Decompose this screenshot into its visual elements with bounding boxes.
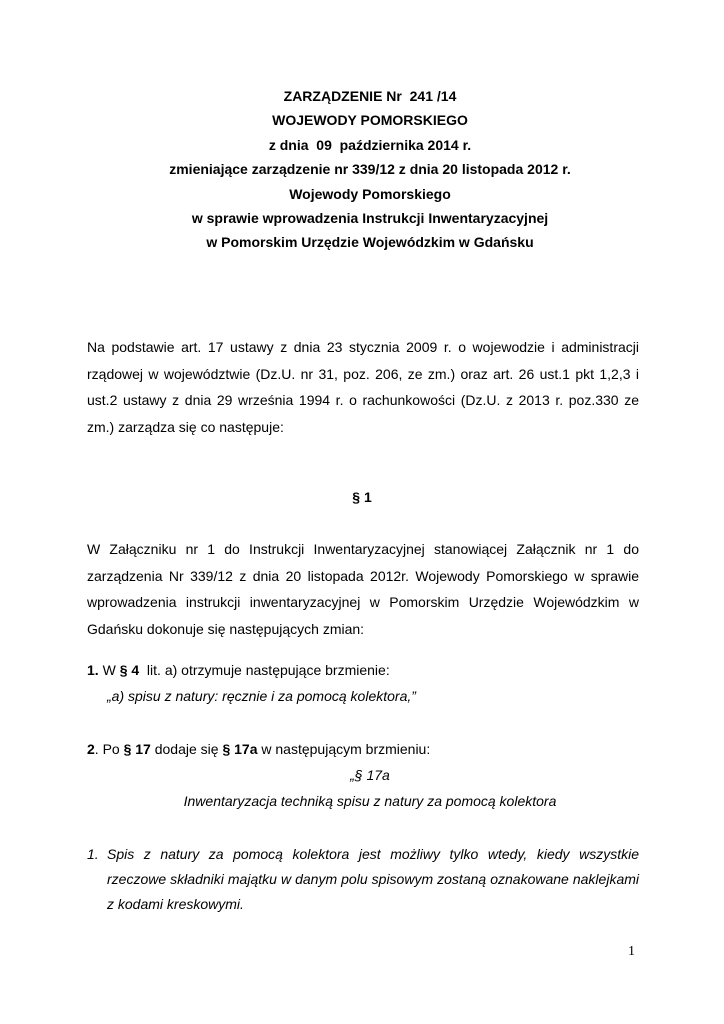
section-title: § 1: [352, 489, 372, 505]
amended-issuer: Wojewody Pomorskiego: [289, 185, 451, 202]
point-1-number: 1.: [87, 846, 99, 862]
point-1: [87, 842, 639, 917]
ordinance-date: z dnia 09 października 2014 r.: [268, 136, 472, 153]
subject-line-2: w Pomorskim Urzędzie Wojewódzkim w Gdańsku: [206, 234, 534, 251]
amendment-subject: zmieniające zarządzenie nr 339/12 z dnia 20 listopada 2012 r.: [169, 161, 571, 178]
change-1-number: 1.: [87, 662, 99, 678]
ordinance-number: ZARZĄDZENIE Nr 241 /14: [283, 88, 457, 104]
new-section-title: Inwentaryzacja techniką spisu z natury za pomocą kolektora: [183, 793, 557, 809]
document-header: [80, 84, 660, 255]
preamble-paragraph: Na podstawie art. 17 ustawy z dnia 23 stycznia 2009 r. o wojewodzie i administracji rządowej w województwie (Dz.U. nr 31, poz. 206, ze zm.) oraz art. 26 ust.1 pkt 1,2,3 i ust.2 ustawy z dnia 29 września 1994 r. o rachunkowości (Dz.U. z 2013 r. poz.330 ze zm.) zarządza się co następuje:: [87, 339, 639, 435]
change-2-number: 2: [87, 741, 95, 757]
change-2-ref-1: § 17: [123, 741, 151, 757]
section-intro-paragraph: W Załączniku nr 1 do Instrukcji Inwentaryzacyjnej stanowiącej Załącznik nr 1 do zarządzenia Nr 339/12 z dnia 20 listopada 2012r. Wojewody Pomorskiego w sprawie wprowadzenia instrukcji inwentaryzacyjnej w Pomorskim Urzędzie Wojewódzkim w Gdańsku dokonuje się następujących zmian:: [87, 541, 639, 637]
change-1: 1. W § 4 lit. a) otrzymuje następujące brzmienie:: [87, 662, 390, 678]
change-1-quote: „a) spisu z natury: ręcznie i za pomocą kolektora,”: [107, 688, 416, 704]
change-2-ref-2: § 17a: [222, 741, 258, 757]
page-number: 1: [628, 944, 635, 959]
change-1-ref: § 4: [119, 662, 140, 678]
change-2: 2. Po § 17 dodaje się § 17a w następującym brzmieniu:: [87, 741, 431, 757]
subject-line-1: w sprawie wprowadzenia Instrukcji Inwentaryzacyjnej: [191, 210, 549, 227]
issuer: WOJEWODY POMORSKIEGO: [272, 112, 468, 129]
new-section-label: „§ 17a: [350, 767, 390, 783]
point-1-text: Spis z natury za pomocą kolektora jest możliwy tylko wtedy, kiedy wszystkie rzeczowe składniki majątku w danym polu spisowym zostaną oznakowane naklejkami z kodami kreskowymi.: [107, 846, 639, 912]
